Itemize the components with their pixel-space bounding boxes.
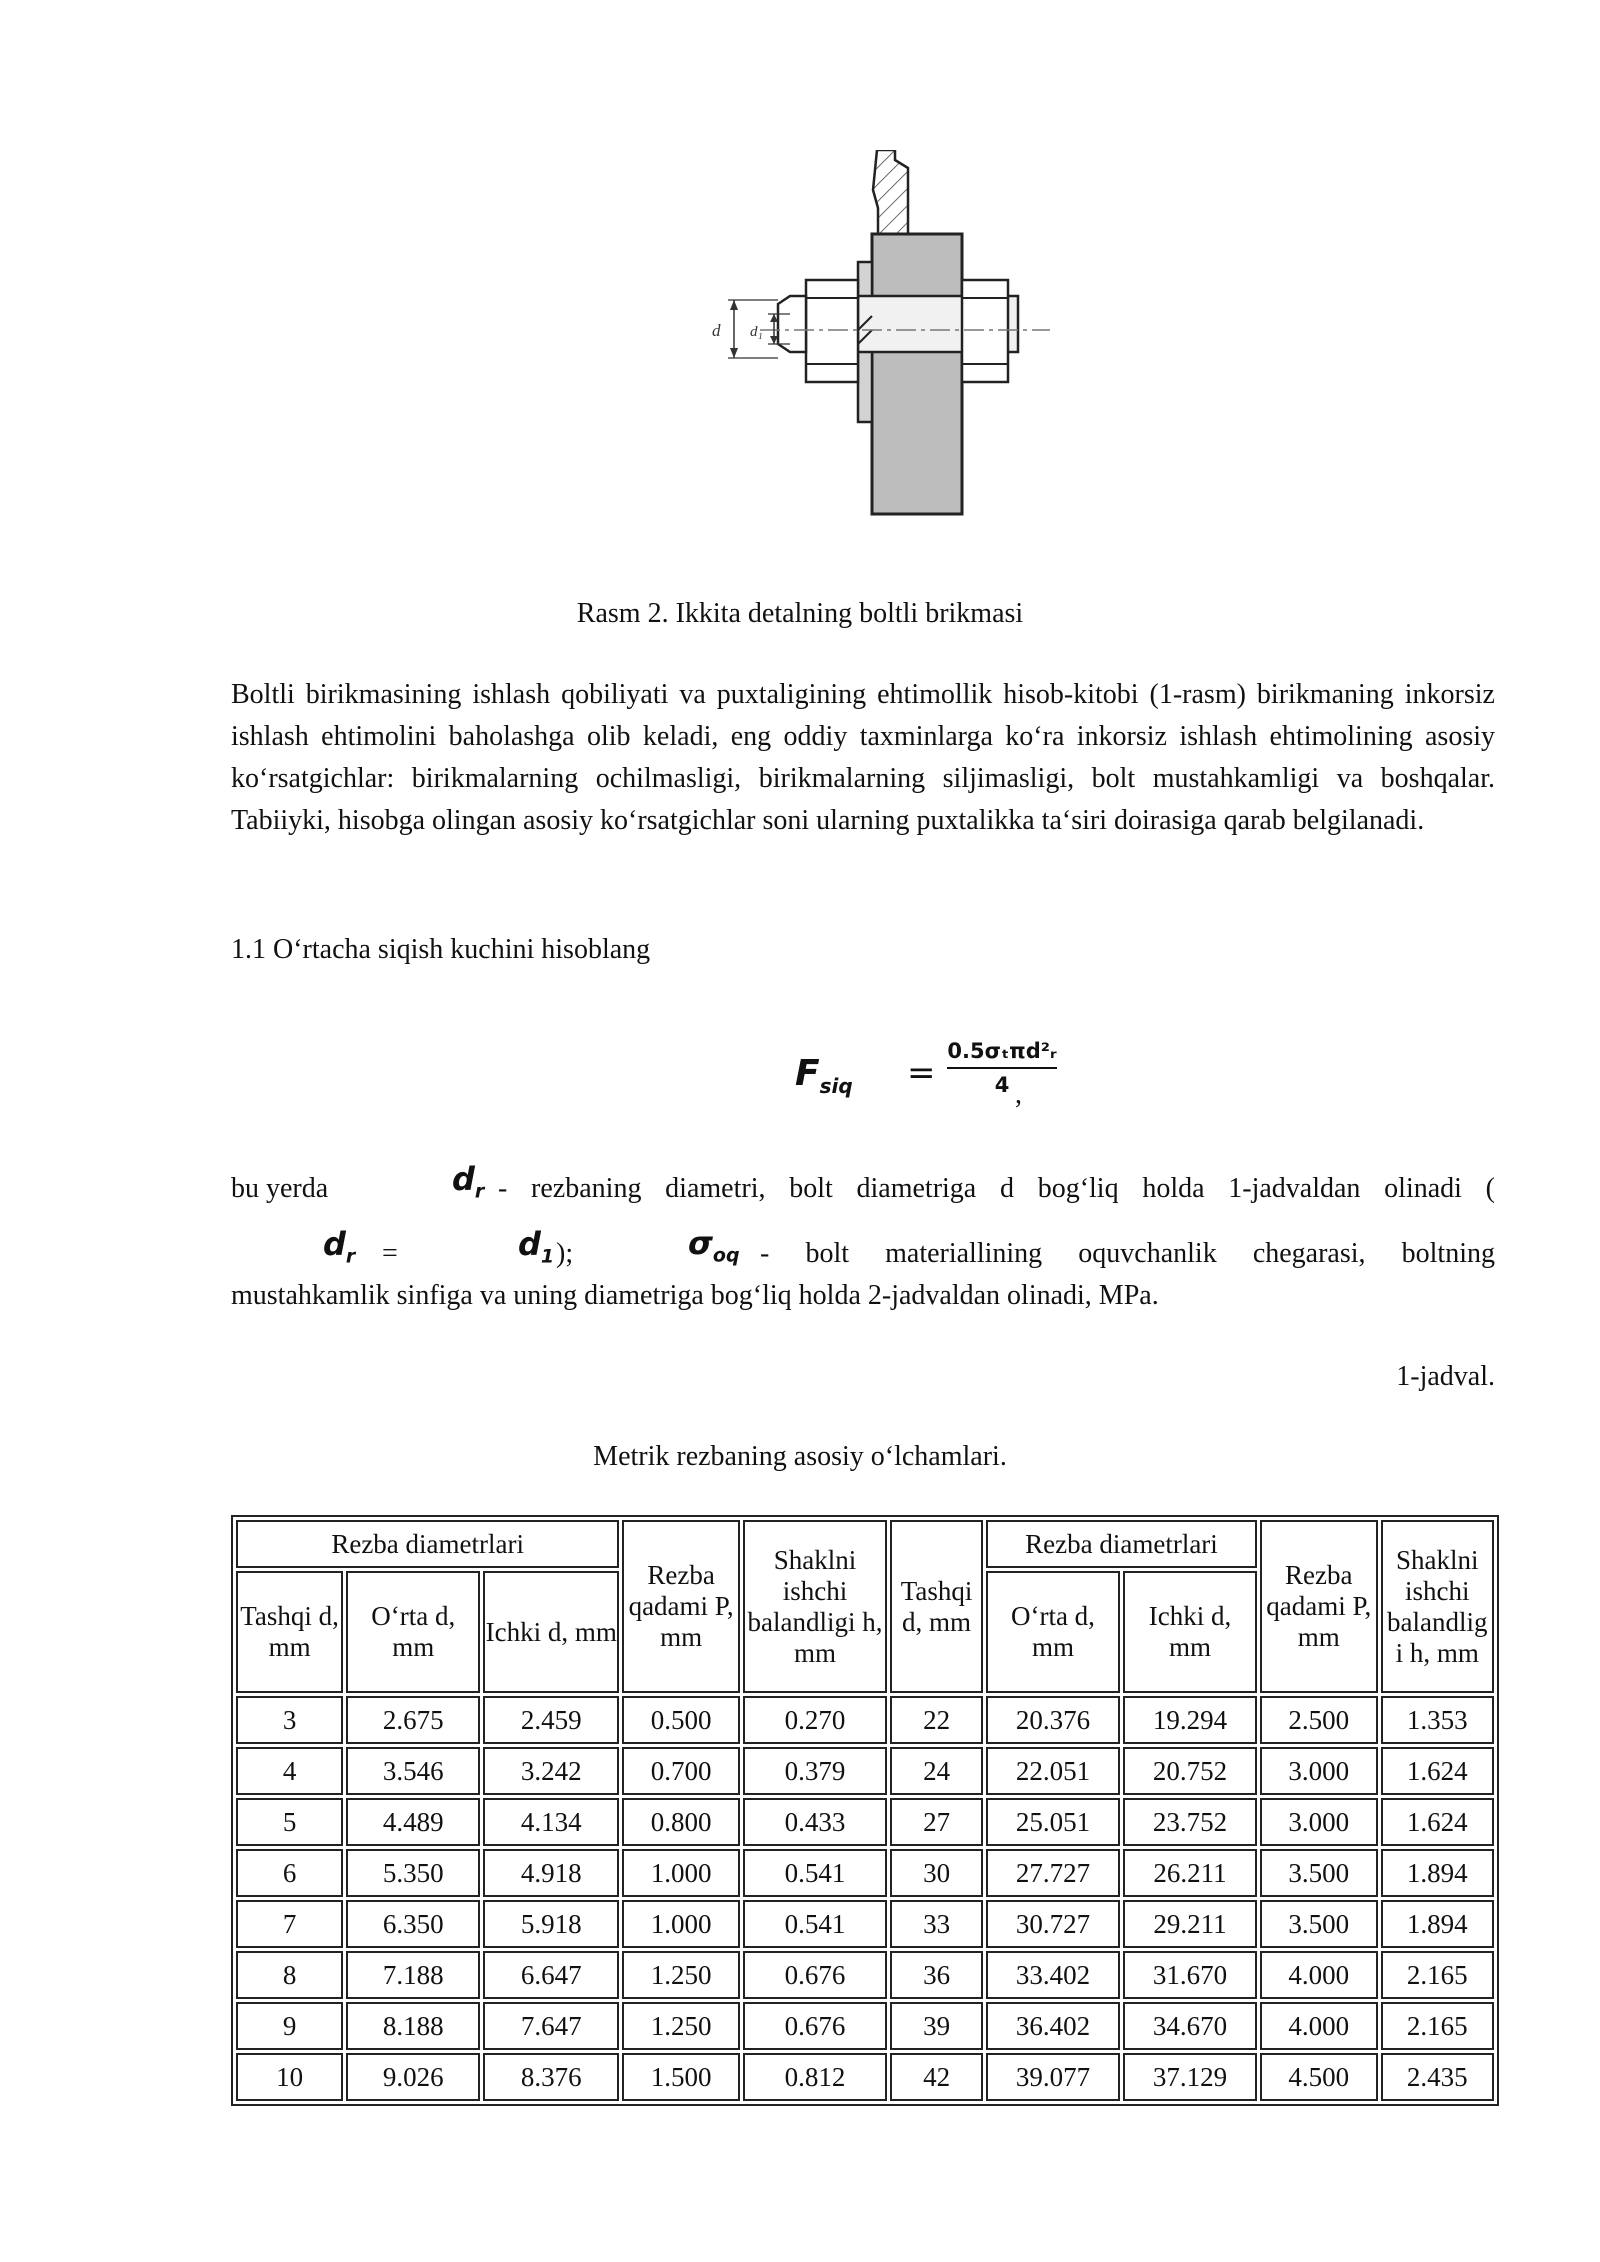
symbol-d1: $d_1$ — [518, 1225, 555, 1268]
cell-inner-d: 4.918 — [483, 1849, 619, 1897]
cell-outer-d: 8 — [236, 1951, 343, 1999]
symbol-sigma: $\sigma_{oq}$ — [688, 1224, 740, 1267]
table-label: 1-jadval. — [1396, 1361, 1495, 1392]
cell-inner-d-2: 37.129 — [1123, 2053, 1257, 2101]
nut — [806, 280, 858, 382]
cell-mid-d: 9.026 — [346, 2053, 480, 2101]
group-header-right: Rezba diametrlari — [986, 1520, 1257, 1568]
cell-inner-d: 2.459 — [483, 1696, 619, 1744]
cell-inner-d: 4.134 — [483, 1798, 619, 1846]
cell-inner-d-2: 26.211 — [1123, 1849, 1257, 1897]
explanation-close: ); — [556, 1238, 574, 1269]
cell-height-2: 1.894 — [1381, 1900, 1494, 1948]
cell-outer-d-2: 24 — [890, 1747, 983, 1795]
cell-mid-d-2: 30.727 — [986, 1900, 1120, 1948]
cell-pitch-2: 4.500 — [1260, 2053, 1378, 2101]
cell-inner-d-2: 34.670 — [1123, 2002, 1257, 2050]
cell-pitch: 1.000 — [622, 1900, 740, 1948]
explanation-text-3: mustahkamlik sinfiga va uning diametriga bog‘liq holda 2-jadvaldan olinadi, MPa. — [231, 1280, 1159, 1311]
cell-inner-d: 6.647 — [483, 1951, 619, 1999]
cell-mid-d: 8.188 — [346, 2002, 480, 2050]
body-paragraph-text: Boltli birikmasining ishlash qobiliyati va puxtaligining ehtimollik hisob-kitobi (1-rasm) birikmaning inkorsiz ishlash ehtimolini baholashga olib keladi, eng oddiy taxminlarga ko‘ra inkorsiz ishlash ehtimolining asosiy ko‘rsatgichlar: birikmalarning ochilmasligi, birikmalarning siljimasligi, bolt mustahkamligi va boshqalar. Tabiiyki, hisobga olingan asosiy ko‘rsatgichlar soni ularning puxtalikka ta‘siri doirasiga qarab belgilanadi. — [231, 679, 1495, 836]
cell-mid-d: 5.350 — [346, 1849, 480, 1897]
height-header-left: Shaklni ishchi balandligi h, mm — [743, 1520, 887, 1693]
cell-inner-d-2: 31.670 — [1123, 1951, 1257, 1999]
formula-equals: = — [907, 1053, 936, 1093]
cell-height: 0.379 — [743, 1747, 887, 1795]
formula-denominator: 4 — [994, 1073, 1010, 1097]
cell-inner-d-2: 29.211 — [1123, 1900, 1257, 1948]
cell-mid-d: 7.188 — [346, 1951, 480, 1999]
formula-fraction — [947, 1039, 1057, 1097]
cell-outer-d: 6 — [236, 1849, 343, 1897]
cell-mid-d-2: 39.077 — [986, 2053, 1120, 2101]
cell-outer-d-2: 42 — [890, 2053, 983, 2101]
body-paragraph — [231, 674, 1495, 842]
explanation-text-2: - bolt materiallining oquvchanlik chegarasi, boltning — [760, 1238, 1495, 1269]
formula-fsiq — [795, 1035, 1055, 1115]
cell-pitch: 0.800 — [622, 1798, 740, 1846]
cell-outer-d: 5 — [236, 1798, 343, 1846]
cell-outer-d: 4 — [236, 1747, 343, 1795]
pitch-header-left: Rezba qadami P, mm — [622, 1520, 740, 1693]
cell-mid-d-2: 27.727 — [986, 1849, 1120, 1897]
cell-outer-d-2: 22 — [890, 1696, 983, 1744]
cell-pitch: 1.000 — [622, 1849, 740, 1897]
cell-outer-d-2: 36 — [890, 1951, 983, 1999]
cell-mid-d: 2.675 — [346, 1696, 480, 1744]
table-row — [236, 1849, 1494, 1897]
mid-header-left: O‘rta d, mm — [346, 1571, 480, 1693]
cell-outer-d: 7 — [236, 1900, 343, 1948]
formula-numerator: 0.5σₜπd²ᵣ — [947, 1039, 1057, 1069]
cell-inner-d-2: 20.752 — [1123, 1747, 1257, 1795]
bolt-head — [962, 280, 1008, 382]
cell-height: 0.541 — [743, 1849, 887, 1897]
cell-outer-d: 10 — [236, 2053, 343, 2101]
cell-mid-d-2: 20.376 — [986, 1696, 1120, 1744]
pitch-header-right: Rezba qadami P, mm — [1260, 1520, 1378, 1693]
inner-header-right: Ichki d, mm — [1123, 1571, 1257, 1693]
symbol-dr-2: $d_r$ — [323, 1225, 356, 1268]
cell-height-2: 1.353 — [1381, 1696, 1494, 1744]
cell-outer-d: 9 — [236, 2002, 343, 2050]
table-title: Metrik rezbaning asosiy o‘lchamlari. — [593, 1441, 1007, 1472]
grey-plate — [872, 234, 962, 514]
table-row — [236, 2053, 1494, 2101]
symbol-dr: $d_r$ — [452, 1160, 485, 1203]
table-row — [236, 2002, 1494, 2050]
explanation-equals: = — [382, 1238, 398, 1269]
cell-height-2: 1.894 — [1381, 1849, 1494, 1897]
inner-header-left: Ichki d, mm — [483, 1571, 619, 1693]
cell-height: 0.270 — [743, 1696, 887, 1744]
cell-outer-d-2: 27 — [890, 1798, 983, 1846]
cell-pitch-2: 4.000 — [1260, 2002, 1378, 2050]
cell-mid-d-2: 22.051 — [986, 1747, 1120, 1795]
cell-height: 0.433 — [743, 1798, 887, 1846]
table-row — [236, 1696, 1494, 1744]
cell-height-2: 2.165 — [1381, 1951, 1494, 1999]
cell-height-2: 2.435 — [1381, 2053, 1494, 2101]
cell-pitch-2: 4.000 — [1260, 1951, 1378, 1999]
outer-header-right: Tashqi d, mm — [890, 1520, 983, 1693]
cell-height: 0.676 — [743, 1951, 887, 1999]
table-row — [236, 1900, 1494, 1948]
cell-outer-d: 3 — [236, 1696, 343, 1744]
cell-outer-d-2: 39 — [890, 2002, 983, 2050]
cell-outer-d-2: 30 — [890, 1849, 983, 1897]
figure-caption: Rasm 2. Ikkita detalning boltli brikmasi — [576, 598, 1024, 629]
group-header-left: Rezba diametrlari — [236, 1520, 619, 1568]
metric-thread-table — [231, 1515, 1499, 2106]
cell-pitch-2: 3.000 — [1260, 1798, 1378, 1846]
cell-pitch: 0.700 — [622, 1747, 740, 1795]
cell-pitch-2: 2.500 — [1260, 1696, 1378, 1744]
table-header-row-1 — [236, 1520, 1494, 1568]
cell-mid-d-2: 33.402 — [986, 1951, 1120, 1999]
mid-header-right: O‘rta d, mm — [986, 1571, 1120, 1693]
cell-height: 0.812 — [743, 2053, 887, 2101]
cell-mid-d-2: 36.402 — [986, 2002, 1120, 2050]
table-row — [236, 1798, 1494, 1846]
cell-pitch-2: 3.500 — [1260, 1900, 1378, 1948]
cell-pitch-2: 3.500 — [1260, 1849, 1378, 1897]
cell-pitch-2: 3.000 — [1260, 1747, 1378, 1795]
cell-inner-d: 8.376 — [483, 2053, 619, 2101]
outer-header-left: Tashqi d, mm — [236, 1571, 343, 1693]
table-body — [236, 1696, 1494, 2101]
cell-mid-d: 3.546 — [346, 1747, 480, 1795]
cell-height: 0.541 — [743, 1900, 887, 1948]
cell-height-2: 1.624 — [1381, 1747, 1494, 1795]
table-row — [236, 1747, 1494, 1795]
section-heading: 1.1 O‘rtacha siqish kuchini hisoblang — [231, 934, 651, 965]
cell-height-2: 2.165 — [1381, 2002, 1494, 2050]
formula-lhs: $F_{siq}$ — [795, 1053, 853, 1099]
cell-pitch: 1.250 — [622, 1951, 740, 1999]
bolted-joint-figure — [640, 150, 1060, 535]
cell-outer-d-2: 33 — [890, 1900, 983, 1948]
cell-height: 0.676 — [743, 2002, 887, 2050]
cell-mid-d: 6.350 — [346, 1900, 480, 1948]
cell-inner-d: 3.242 — [483, 1747, 619, 1795]
cell-height-2: 1.624 — [1381, 1798, 1494, 1846]
cell-pitch: 1.500 — [622, 2053, 740, 2101]
table-row — [236, 1951, 1494, 1999]
cell-inner-d: 7.647 — [483, 2002, 619, 2050]
formula-lhs-sub: siq — [819, 1074, 853, 1099]
cell-pitch: 1.250 — [622, 2002, 740, 2050]
cell-mid-d: 4.489 — [346, 1798, 480, 1846]
cell-inner-d: 5.918 — [483, 1900, 619, 1948]
formula-comma: , — [1015, 1079, 1022, 1110]
figure-label-d: d — [712, 321, 721, 340]
cell-inner-d-2: 19.294 — [1123, 1696, 1257, 1744]
explanation-lead: bu yerda — [231, 1173, 329, 1204]
height-header-right: Shaklni ishchi balandlig i h, mm — [1381, 1520, 1494, 1693]
cell-pitch: 0.500 — [622, 1696, 740, 1744]
cell-inner-d-2: 23.752 — [1123, 1798, 1257, 1846]
explanation-text-1: - rezbaning diametri, bolt diametriga d bog‘liq holda 1-jadvaldan olinadi ( — [498, 1173, 1495, 1204]
cell-mid-d-2: 25.051 — [986, 1798, 1120, 1846]
figure-label-d1: d₁ — [750, 324, 763, 340]
